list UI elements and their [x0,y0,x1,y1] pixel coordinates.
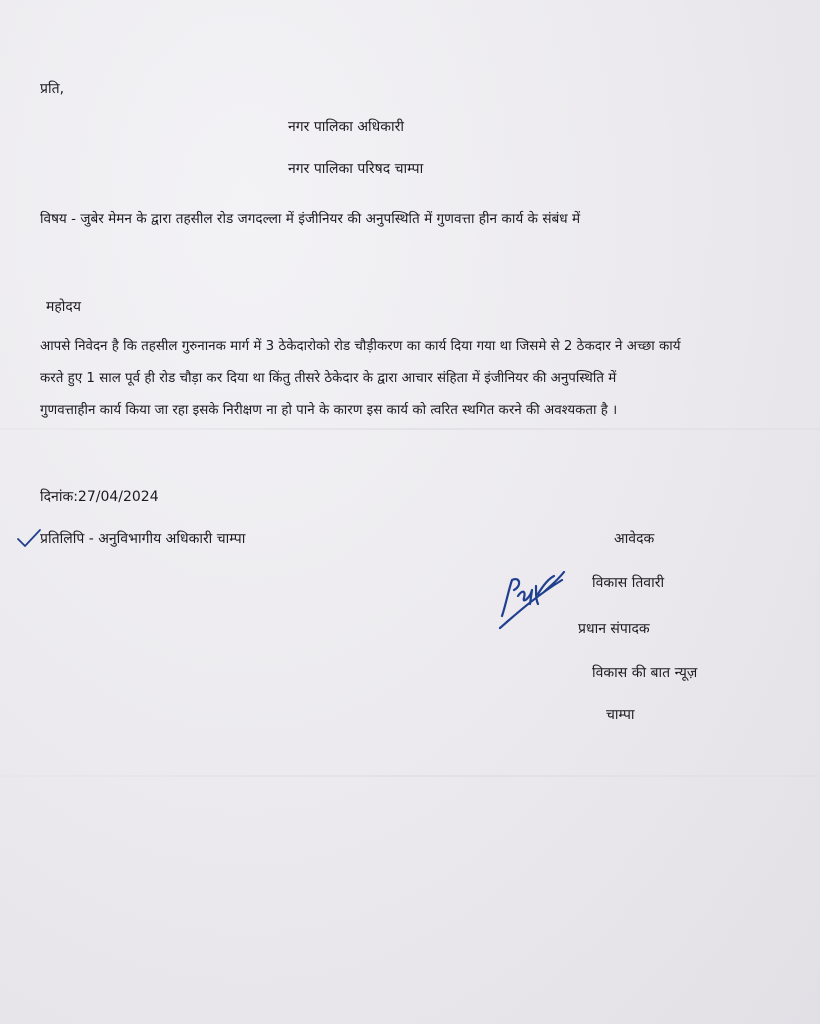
recipient-line-2: नगर पालिका परिषद चाम्पा [288,161,424,177]
paper-fold-lower [0,775,820,777]
body-line-3: गुणवत्ताहीन कार्य किया जा रहा इसके निरीक्षण ना हो पाने के कारण इस कार्य को त्वरित स्थगित करने की अवश्यकता है । [40,403,618,418]
paper-fold [0,428,820,430]
applicant-label: आवेदक [614,531,655,547]
body-line-2: करते हुए 1 साल पूर्व ही रोड चौड़ा कर दिया था किंतु तीसरे ठेकेदार के द्वारा आचार संहिता में इंजीनियर की अनुपस्थिति में [40,371,617,386]
applicant-city: चाम्पा [606,707,635,723]
salutation-to: प्रति, [40,81,65,97]
applicant-designation: प्रधान संपादक [578,621,650,637]
applicant-org: विकास की बात न्यूज़ [592,665,698,681]
body-line-1: आपसे निवेदन है कि तहसील गुरुनानक मार्ग में 3 ठेकेदारोको रोड चौड़ीकरण का कार्य दिया गया था जिसमे से 2 ठेकदार ने अच्छा कार्य [40,339,681,354]
recipient-line-1: नगर पालिका अधिकारी [288,119,405,135]
copy-to-line: प्रतिलिपि - अनुविभागीय अधिकारी चाम्पा [40,531,246,547]
greeting: महोदय [46,299,81,315]
subject-line: विषय - जुबेर मेमन के द्वारा तहसील रोड जगदल्ला में इंजीनियर की अनुपस्थिति में गुणवत्ता हीन कार्य के संबंध में [40,211,581,227]
checkmark-icon [16,527,42,549]
handwritten-signature [492,556,572,632]
letter-date: दिनांक:27/04/2024 [40,489,159,505]
applicant-name: विकास तिवारी [592,575,665,591]
